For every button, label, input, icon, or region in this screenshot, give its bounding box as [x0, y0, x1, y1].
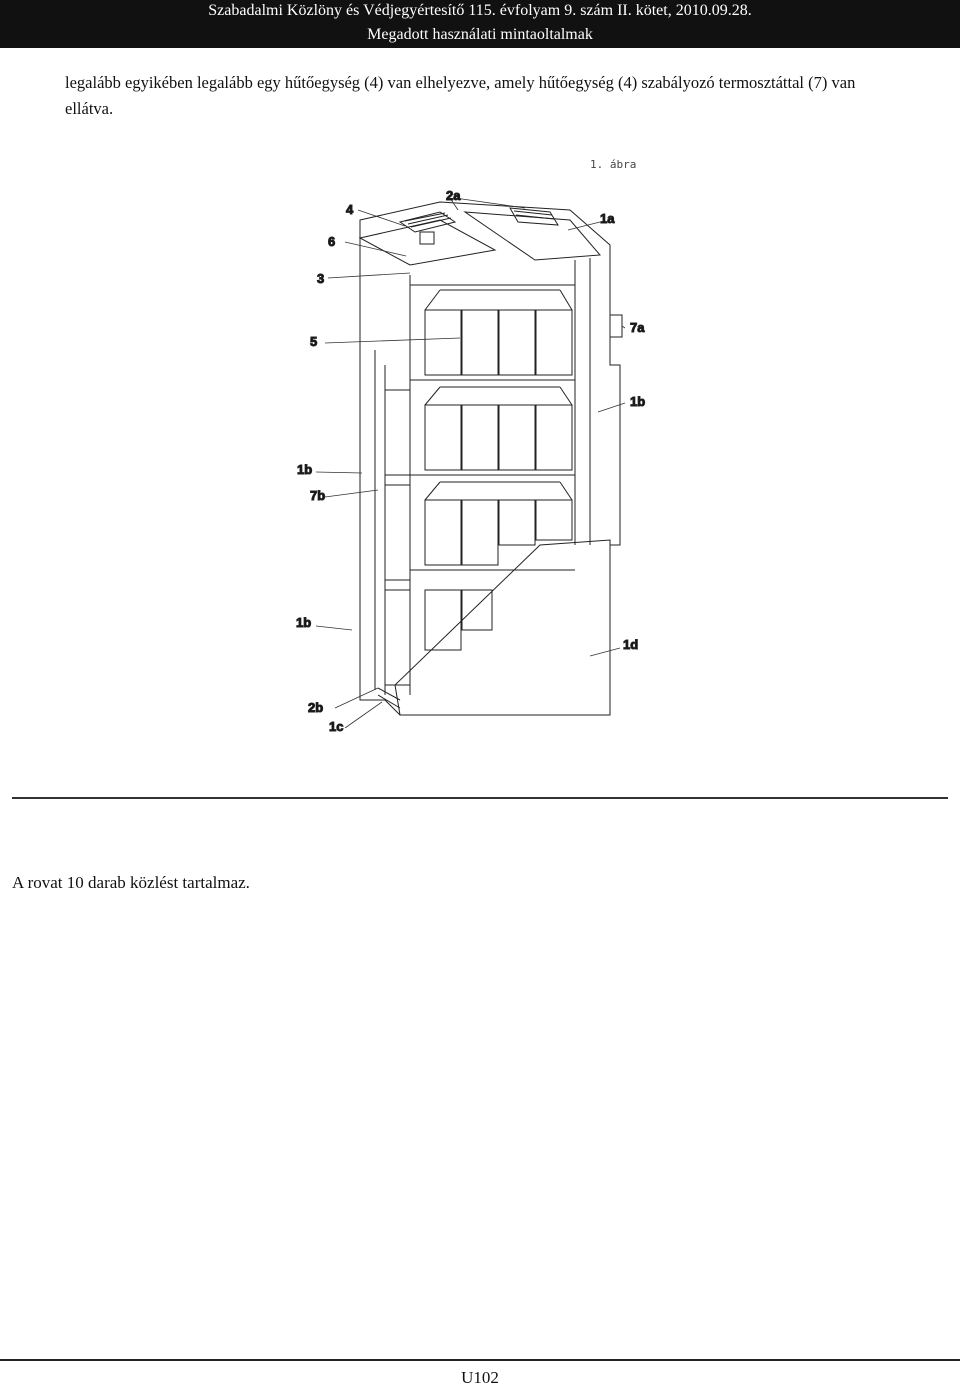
page-number: U102 [461, 1368, 499, 1387]
label-1b-lower: 1b [296, 615, 312, 630]
label-7a: 7a [630, 320, 645, 335]
battery-row-1 [425, 290, 572, 375]
label-2b: 2b [308, 700, 324, 715]
thermostat-7a [610, 315, 622, 337]
footer-divider [0, 1359, 960, 1361]
battery-row-2 [425, 387, 572, 470]
battery-cabinet-drawing [290, 150, 670, 750]
label-1d: 1d [623, 637, 639, 652]
claim-text: legalább egyikében legalább egy hűtőegység (4) van elhelyezve, amely hűtőegység (4) szabályozó termosztáttal (7) van ellátva. [65, 73, 856, 118]
cabinet-outline [360, 202, 620, 715]
top-cover-left [360, 220, 495, 265]
top-cover-right [465, 212, 600, 260]
front-door-1d [395, 540, 610, 715]
label-2a: 2a [446, 188, 461, 203]
header-band [0, 0, 960, 48]
label-1b-right: 1b [630, 394, 646, 409]
cooling-unit-left [400, 212, 455, 244]
cooling-unit-right [510, 208, 558, 225]
header-section-title: Megadott használati mintaoltalmak [367, 26, 593, 43]
section-summary: A rovat 10 darab közlést tartalmaz. [12, 873, 250, 892]
section-divider [12, 797, 948, 799]
left-compartment-3 [385, 590, 410, 685]
label-4: 4 [346, 202, 354, 217]
left-compartment-2 [385, 485, 410, 580]
figure-caption: 1. ábra [590, 158, 637, 171]
left-compartment-1 [385, 390, 410, 475]
label-7b: 7b [310, 488, 326, 503]
header-journal-title: Szabadalmi Közlöny és Védjegyértesítő 115. évfolyam 9. szám II. kötet, 2010.09.28. [208, 2, 752, 19]
battery-row-3 [425, 482, 572, 565]
label-6: 6 [328, 234, 336, 249]
label-5: 5 [310, 334, 318, 349]
label-1a: 1a [600, 211, 615, 226]
battery-row-4 [425, 590, 492, 650]
label-1b-left: 1b [297, 462, 313, 477]
label-1c: 1c [329, 719, 344, 734]
label-3: 3 [317, 271, 325, 286]
